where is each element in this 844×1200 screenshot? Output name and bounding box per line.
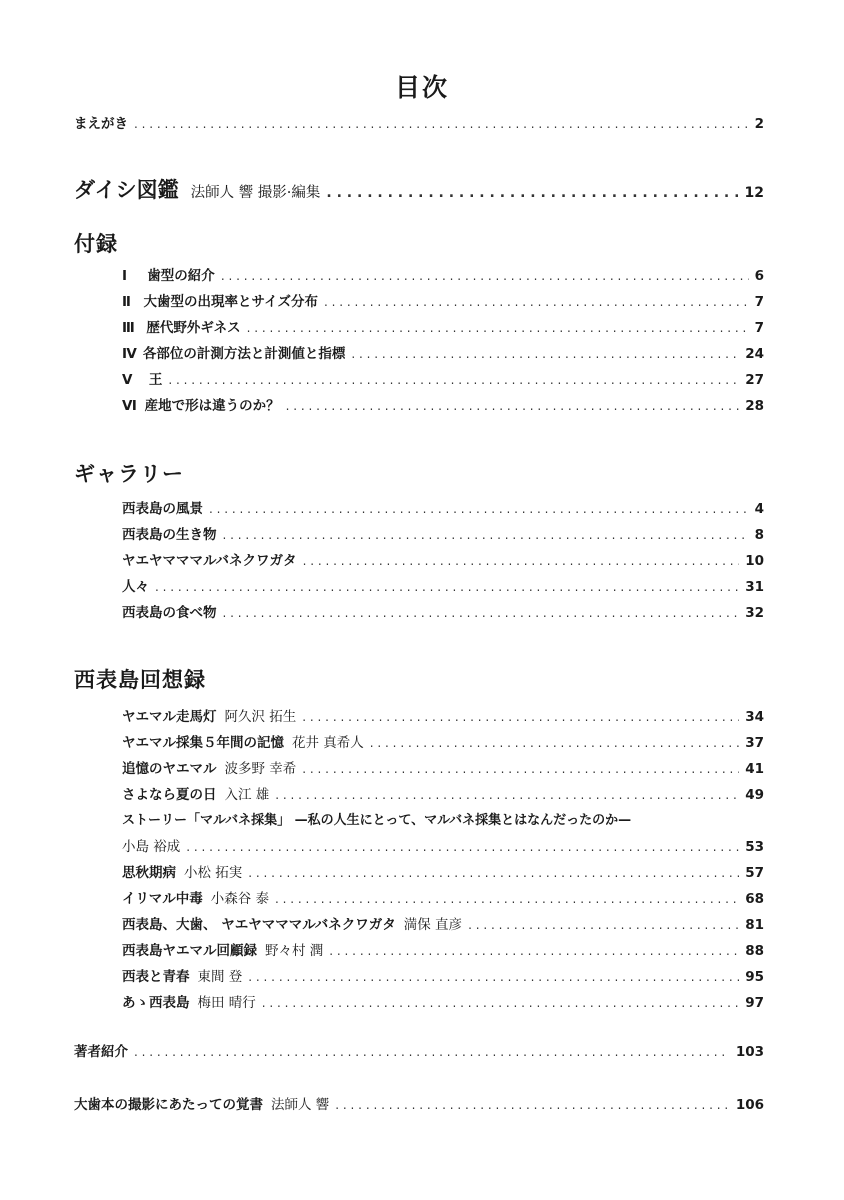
section-heading-kaisou: 西表島回想録 <box>74 668 206 692</box>
dot-leader <box>275 888 739 910</box>
entry-author: 法師人 響 撮影·編集 <box>190 185 321 201</box>
entry-label: 著者紹介 <box>74 1044 128 1060</box>
entry-label: 大歯型の出現率とサイズ分布 <box>143 294 318 310</box>
dot-leader <box>351 343 739 365</box>
roman-numeral: Ⅰ <box>122 268 128 284</box>
entry-author: 梅田 晴行 <box>197 995 256 1011</box>
entry-label: さよなら夏の日 <box>122 787 217 803</box>
page-number: 8 <box>754 527 764 543</box>
page-number: 95 <box>745 969 764 985</box>
page-number: 41 <box>745 761 764 777</box>
toc-entry[interactable] <box>122 576 764 598</box>
entry-author: 阿久沢 拓生 <box>224 709 297 725</box>
entry-author: 波多野 幸希 <box>224 761 297 777</box>
toc-entry[interactable] <box>122 992 764 1014</box>
entry-label: あゝ西表島 <box>122 995 190 1011</box>
dot-leader <box>248 862 739 884</box>
roman-numeral: Ⅱ <box>122 294 131 310</box>
toc-entry-zukan[interactable] <box>74 176 764 204</box>
dot-leader <box>221 265 749 287</box>
entry-label: ダイシ図鑑 <box>74 178 179 202</box>
entry-author: 東間 登 <box>197 969 243 985</box>
page-number: 53 <box>745 839 764 855</box>
dot-leader <box>329 940 739 962</box>
dot-leader <box>326 179 738 207</box>
entry-author: 小森谷 泰 <box>210 891 270 907</box>
entry-author: 法師人 響 <box>271 1097 330 1113</box>
section-heading-furoku: 付録 <box>74 232 118 256</box>
page-number: 6 <box>754 268 764 284</box>
toc-entry[interactable] <box>122 732 764 754</box>
dot-leader <box>286 395 740 417</box>
toc-entry[interactable] <box>122 758 764 780</box>
toc-entry-chosha[interactable] <box>74 1041 764 1063</box>
entry-label: 西表島ヤエマル回顧録 <box>122 943 257 959</box>
entry-label: ヤエマル採集５年間の記憶 <box>122 735 284 751</box>
dot-leader <box>335 1094 730 1116</box>
entry-author: 小松 拓実 <box>184 865 243 881</box>
dot-leader <box>248 966 739 988</box>
dot-leader <box>168 369 739 391</box>
dot-leader <box>302 706 739 728</box>
dot-leader <box>186 836 739 858</box>
page-number: 31 <box>745 579 764 595</box>
dot-leader <box>134 113 749 135</box>
dot-leader <box>468 914 739 936</box>
toc-entry-maegaki[interactable] <box>74 113 764 135</box>
page-title: 目次 <box>394 73 449 102</box>
page-number: 37 <box>745 735 764 751</box>
roman-numeral: Ⅲ <box>122 320 135 336</box>
toc-entry[interactable] <box>122 602 764 624</box>
page-number: 68 <box>745 891 764 907</box>
toc-entry[interactable] <box>122 888 764 910</box>
entry-label: 王 <box>148 372 163 388</box>
page-number: 49 <box>745 787 764 803</box>
entry-author: 入江 雄 <box>224 787 270 803</box>
entry-label: 西表島の生き物 <box>122 527 217 543</box>
page-number: 7 <box>754 294 764 310</box>
toc-entry[interactable] <box>122 369 764 391</box>
toc-entry[interactable] <box>122 265 764 287</box>
roman-numeral: Ⅳ <box>122 346 137 362</box>
entry-label: 思秋期病 <box>122 865 176 881</box>
roman-numeral: Ⅴ <box>122 372 133 388</box>
entry-label: ストーリー「マルバネ採集」 —私の人生にとって、マルバネ採集とはなんだったのか— <box>122 813 632 828</box>
toc-entry[interactable] <box>122 550 764 572</box>
dot-leader <box>370 732 739 754</box>
page-number: 28 <box>745 398 764 414</box>
page-number: 106 <box>735 1097 764 1113</box>
toc-entry[interactable] <box>122 784 764 806</box>
dot-leader <box>247 317 749 339</box>
entry-author: 花井 真希人 <box>292 735 364 751</box>
page-number: 81 <box>745 917 764 933</box>
page-number: 27 <box>745 372 764 388</box>
entry-label: ヤエマル走馬灯 <box>122 709 217 725</box>
entry-label: 歯型の紹介 <box>147 268 215 284</box>
entry-label: ヤエヤマママルバネクワガタ <box>122 553 297 569</box>
entry-label: 西表島、大歯、 ヤエヤマママルバネクワガタ <box>122 917 396 933</box>
entry-author: 野々村 潤 <box>265 943 324 959</box>
toc-entry-oboegaki[interactable] <box>74 1094 764 1116</box>
page-number: 2 <box>754 116 764 132</box>
dot-leader <box>302 758 739 780</box>
toc-entry[interactable] <box>122 343 764 365</box>
page-number: 34 <box>745 709 764 725</box>
entry-label: 西表島の食べ物 <box>122 605 217 621</box>
dot-leader <box>324 291 749 313</box>
toc-entry[interactable] <box>122 862 764 884</box>
dot-leader <box>209 498 749 520</box>
page-number: 97 <box>745 995 764 1011</box>
entry-label: 各部位の計測方法と計測値と指標 <box>142 346 346 362</box>
section-heading-gallery: ギャラリー <box>74 462 184 486</box>
page-number: 88 <box>745 943 764 959</box>
toc-entry[interactable] <box>122 317 764 339</box>
toc-entry[interactable] <box>122 498 764 520</box>
dot-leader <box>303 550 740 572</box>
dot-leader <box>155 576 739 598</box>
entry-label: 西表島の風景 <box>122 501 203 517</box>
entry-label: 西表と青春 <box>122 969 190 985</box>
page-number: 32 <box>745 605 764 621</box>
dot-leader <box>223 602 740 624</box>
entry-label: 大歯本の撮影にあたっての覚書 <box>74 1097 263 1113</box>
entry-author: 満保 直彦 <box>403 917 463 933</box>
toc-entry[interactable] <box>122 706 764 728</box>
page-number: 12 <box>744 185 764 201</box>
dot-leader <box>275 784 739 806</box>
entry-label: イリマル中毒 <box>122 891 203 907</box>
page-number: 10 <box>745 553 764 569</box>
page-number: 7 <box>754 320 764 336</box>
entry-label: 歴代野外ギネス <box>146 320 241 336</box>
entry-label: まえがき <box>74 116 128 132</box>
entry-label: 人々 <box>122 579 149 595</box>
toc-entry[interactable] <box>122 940 764 962</box>
dot-leader <box>223 524 749 546</box>
toc-entry-story-title[interactable] <box>122 810 764 832</box>
toc-entry[interactable] <box>122 395 764 417</box>
page-number: 4 <box>754 501 764 517</box>
entry-label: 産地で形は違うのか？ <box>144 398 280 414</box>
dot-leader <box>262 992 739 1014</box>
entry-label: 追憶のヤエマル <box>122 761 217 777</box>
page-number: 24 <box>745 346 764 362</box>
toc-entry-story-author[interactable] <box>122 836 764 858</box>
toc-entry[interactable] <box>122 524 764 546</box>
toc-entry[interactable] <box>122 966 764 988</box>
entry-author: 小島 裕成 <box>122 839 181 855</box>
roman-numeral: Ⅵ <box>122 398 137 414</box>
dot-leader <box>134 1041 730 1063</box>
toc-entry[interactable] <box>122 914 764 936</box>
toc-entry[interactable] <box>122 291 764 313</box>
page-number: 103 <box>735 1044 764 1060</box>
page-number: 57 <box>745 865 764 881</box>
